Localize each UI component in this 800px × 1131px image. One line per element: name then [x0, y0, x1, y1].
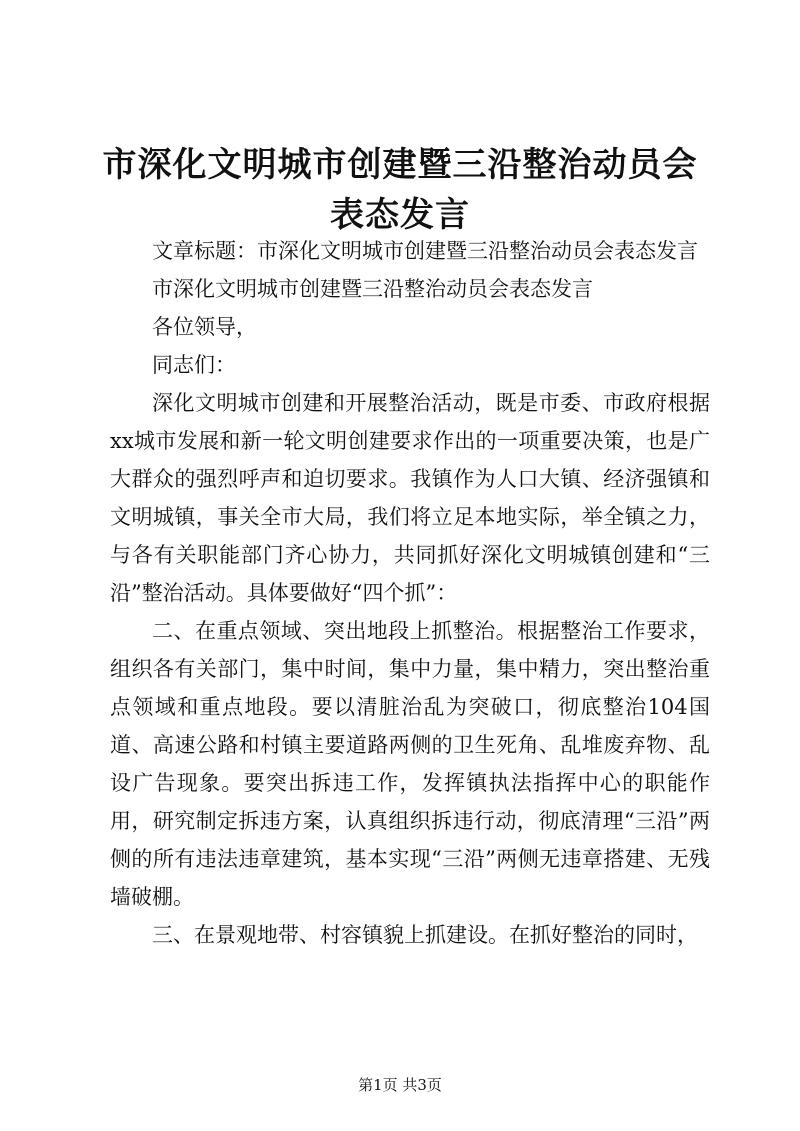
document-title: 市深化文明城市创建暨三沿整治动员会表态发言: [102, 145, 698, 235]
salutation-leaders: 各位领导，: [152, 315, 257, 339]
repeat-title: 市深化文明城市创建暨三沿整治动员会表态发言: [152, 277, 593, 301]
salutation-comrades: 同志们：: [152, 353, 236, 377]
page-footer: 第1页 共3页: [358, 1076, 442, 1094]
paragraph-intro: 深化文明城市创建和开展整治活动，既是市委、市政府根据xx城市发展和新一轮文明创建要求作出的一项重要决策，也是广大群众的强烈呼声和迫切要求。我镇作为人口大镇、经济强镇和文明城镇，事关全市大局，我们将立足本地实际，举全镇之力，与各有关职能部门齐心协力，共同抓好深化文明城镇创建和“三沿”整治活动。具体要做好“四个抓”：: [110, 391, 710, 605]
article-title-line: 文章标题：市深化文明城市创建暨三沿整治动员会表态发言: [152, 239, 698, 263]
paragraph-section-3: 三、在景观地带、村容镇貌上抓建设。在抓好整治的同时，: [152, 923, 698, 947]
document-body: [110, 232, 710, 954]
paragraph-section-2: 二、在重点领域、突出地段上抓整治。根据整治工作要求，组织各有关部门，集中时间，集中力量，集中精力，突出整治重点领域和重点地段。要以清脏治乱为突破口，彻底整治104国道、高速公路和村镇主要道路两侧的卫生死角、乱堆废弃物、乱设广告现象。要突出拆违工作，发挥镇执法指挥中心的职能作用，研究制定拆违方案，认真组织拆违行动，彻底清理“三沿”两侧的所有违法违章建筑，基本实现“三沿”两侧无违章搭建、无残墙破棚。: [110, 619, 710, 909]
